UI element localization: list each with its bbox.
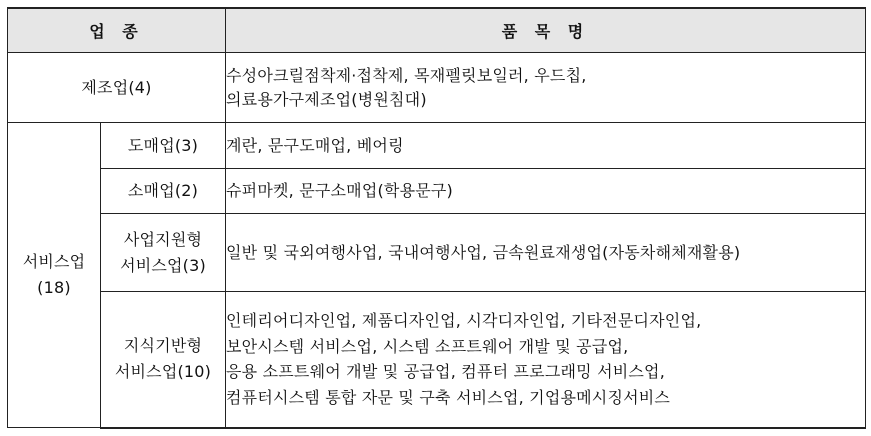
item-line: 수성아크릴점착제·접착제, 목재펠릿보일러, 우드칩, [226,65,587,85]
item-line: 인테리어디자인업, 제품디자인업, 시각디자인업, 기타전문디자인업, [226,311,702,331]
table-row [8,53,866,123]
sub-category-line: 서비스업(3) [120,255,206,275]
items-wholesale [226,123,866,169]
sub-category-line: 사업지원형 [123,229,203,249]
category-manufacturing: 제조업(4) [8,53,226,123]
table-row [8,214,866,292]
items-retail [226,169,866,214]
items-manufacturing [226,53,866,123]
sub-category-line: 지식기반형 [123,336,203,356]
table-header-row [8,8,866,53]
item-line: 일반 및 국외여행사업, 국내여행사업, 금속원료재생업(자동차해체재활용) [226,242,741,262]
table-row [8,123,866,169]
sub-category-wholesale: 도매업(3) [101,123,226,169]
sub-category-business-support [101,214,226,292]
category-service-count: (18) [37,278,71,297]
sub-category-retail: 소매업(2) [101,169,226,214]
items-knowledge [226,292,866,428]
category-service-label: 서비스업 [22,252,86,271]
item-line: 계란, 문구도매업, 베어링 [226,135,404,155]
sub-category-knowledge [101,292,226,428]
header-items: 품 목 명 [226,8,866,53]
table-row [8,292,866,428]
sub-category-line: 서비스업(10) [114,362,212,382]
item-line: 의료용가구제조업(병원침대) [226,89,427,109]
items-business-support [226,214,866,292]
header-industry: 업 종 [8,8,226,53]
item-line: 컴퓨터시스템 통합 자문 및 구축 서비스업, 기업용메시징서비스 [226,387,671,407]
item-line: 슈퍼마켓, 문구소매업(학용문구) [226,181,454,200]
item-line: 보안시스템 서비스업, 시스템 소프트웨어 개발 및 공급업, [226,336,629,356]
table-row [8,169,866,214]
item-line: 응용 소프트웨어 개발 및 공급업, 컴퓨터 프로그래밍 서비스업, [226,362,665,382]
industry-items-table [7,7,866,429]
category-service [8,123,101,428]
